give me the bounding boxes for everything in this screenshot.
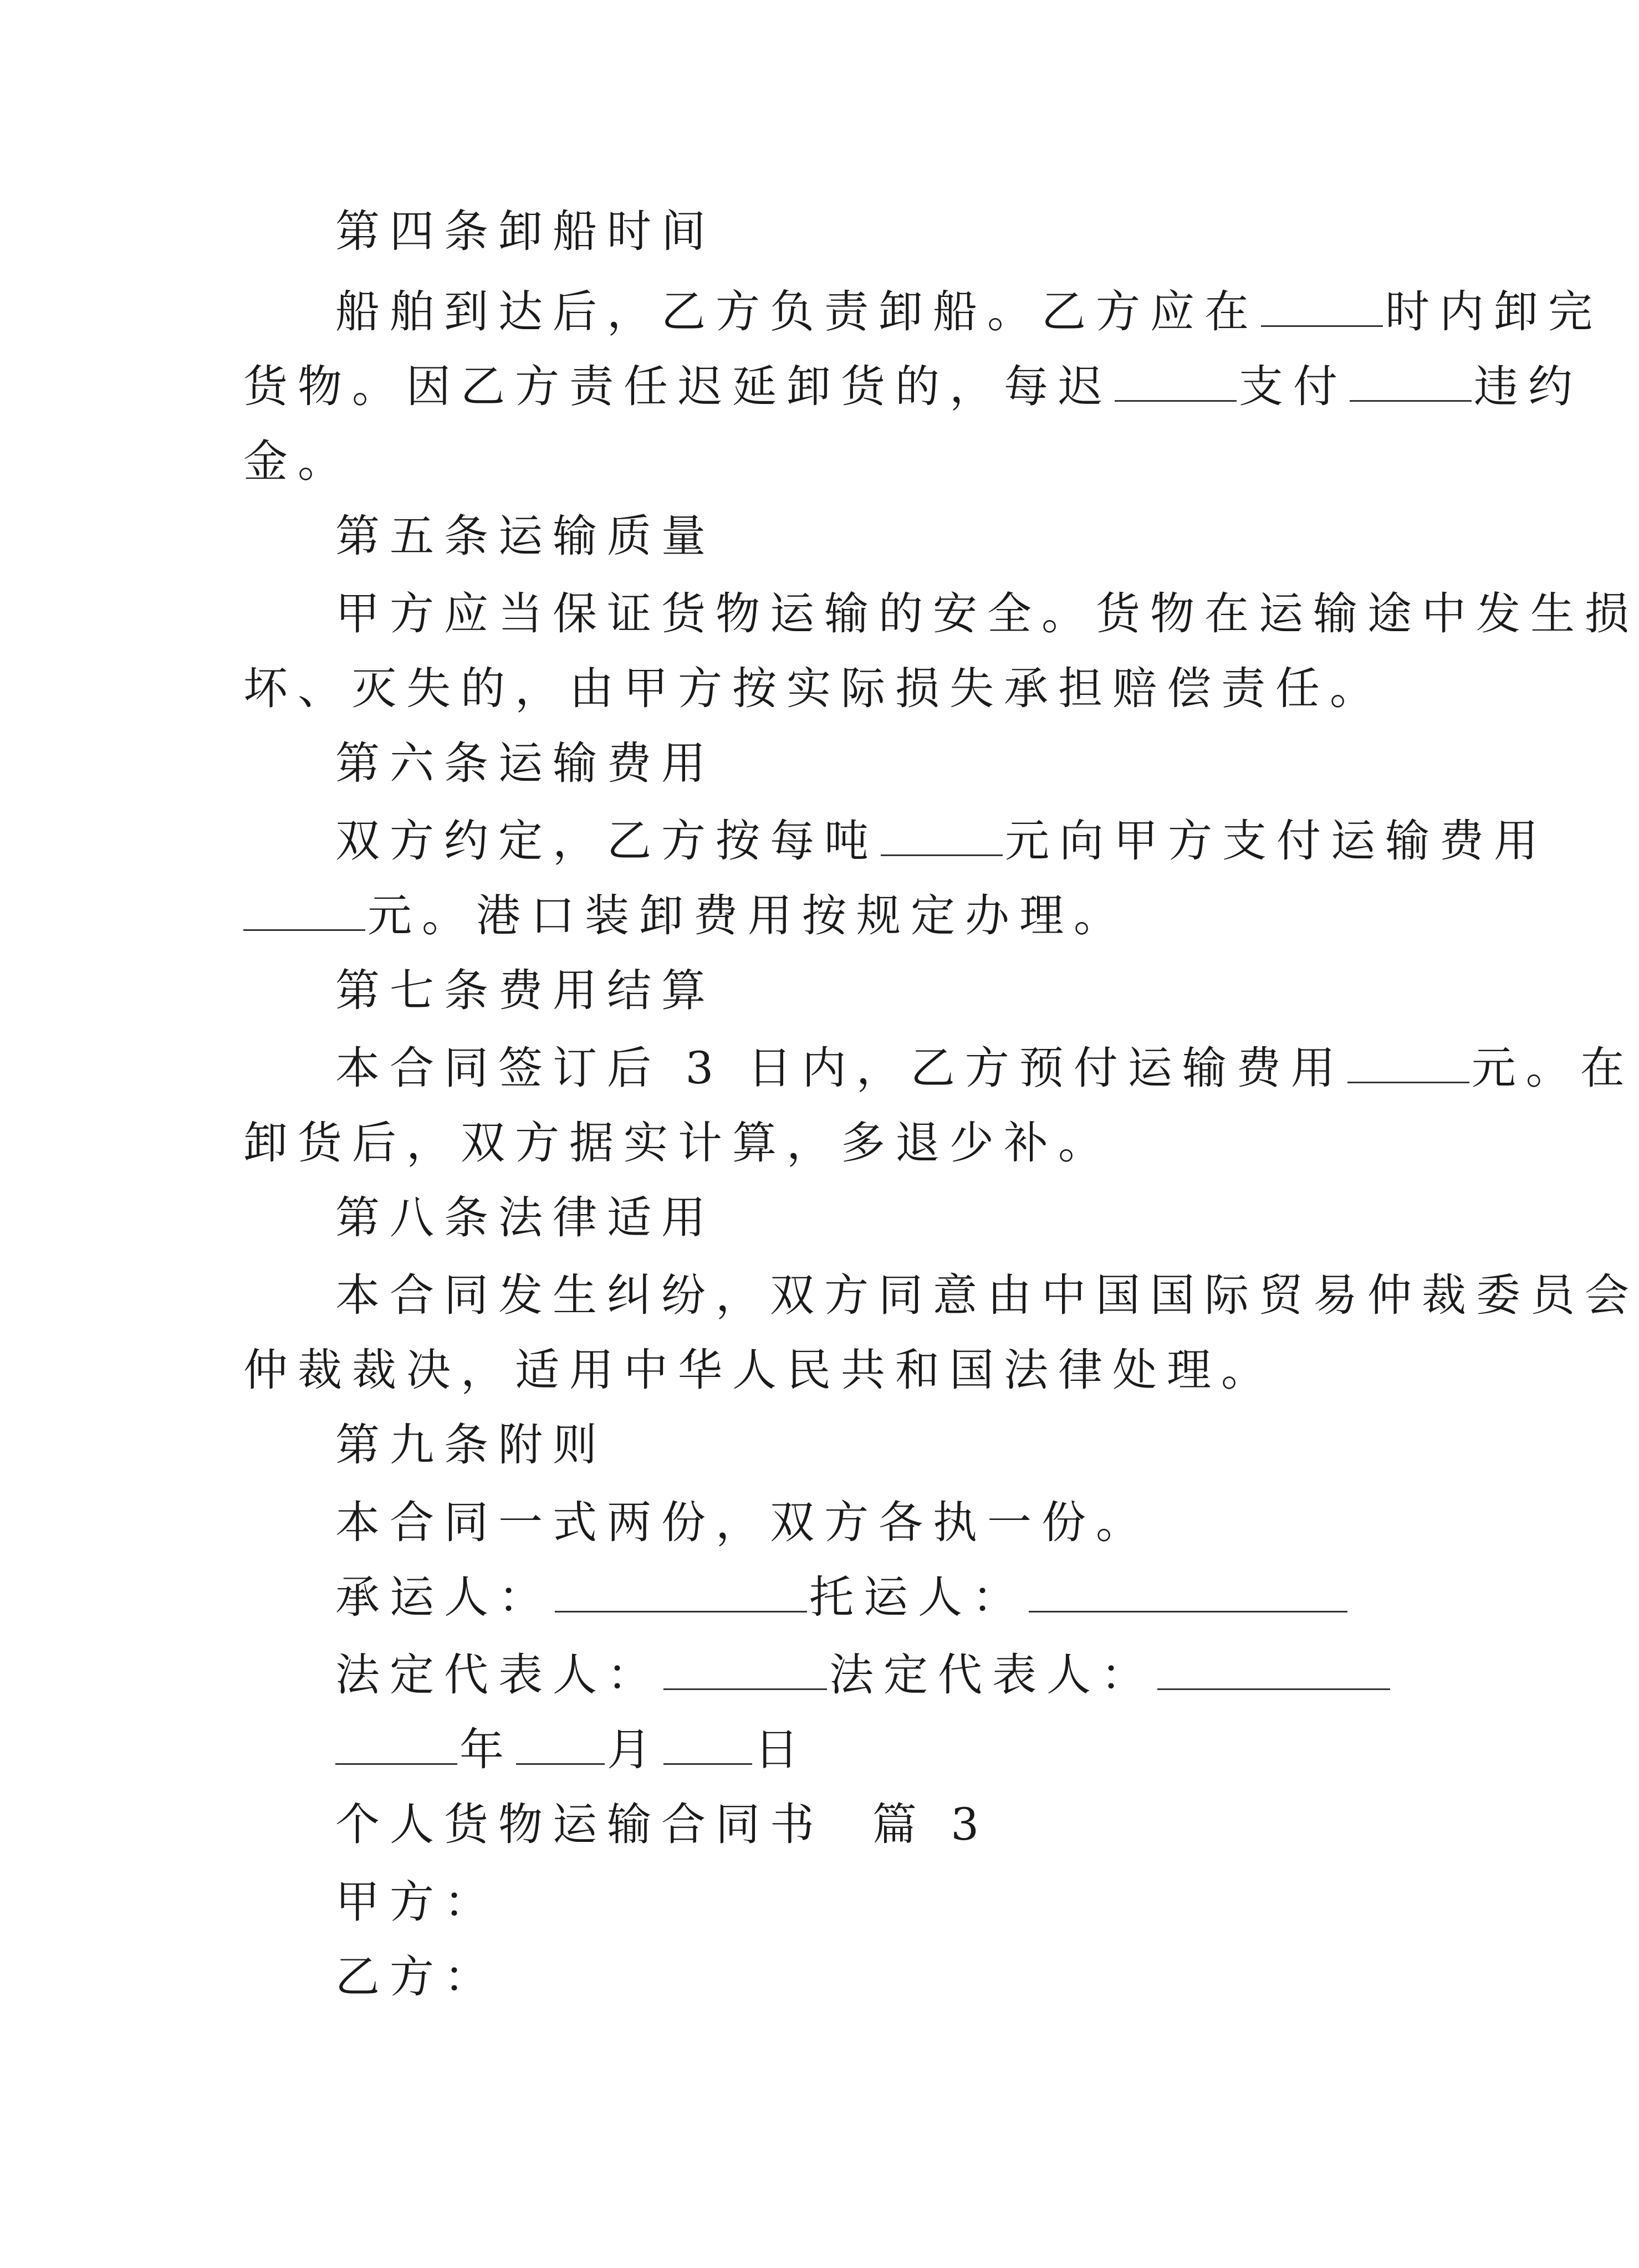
party-a-label: 甲方： [335,1876,498,1928]
article-4-line-2 [243,360,1582,413]
article-4-line-3: 金。 [243,436,352,487]
article-7-title: 第七条费用结算 [335,965,716,1016]
article-7-text-1b: 元。在 [1471,1042,1635,1094]
article-7-line-1 [335,1042,1635,1095]
article-9-line-1: 本合同一式两份，双方各执一份。 [335,1497,1150,1548]
article-8-line-2: 仲裁裁决，适用中华人民共和国法律处理。 [243,1344,1275,1396]
article-8-title: 第八条法律适用 [335,1192,716,1243]
unload-hours-blank[interactable] [1261,286,1383,327]
article-5-title: 第五条运输质量 [335,510,716,562]
article-6-text-1a: 双方约定，乙方按每吨 [335,815,879,867]
shipper-blank[interactable] [1029,1572,1347,1612]
rep-shipper-blank[interactable] [1157,1650,1390,1690]
article-4-text-2c: 违约 [1474,361,1582,412]
article-5-line-2: 坏、灭失的，由甲方按实际损失承担赔偿责任。 [243,663,1384,714]
article-6-line-2 [243,889,1374,943]
price-per-ton-blank[interactable] [881,816,1003,856]
shipper-label: 托运人： [809,1571,1027,1623]
article-4-line-1 [335,285,1602,339]
carrier-shipper-line [335,1571,1374,1624]
penalty-amount-blank[interactable] [1350,361,1472,402]
article-8-line-1: 本合同发生纠纷，双方同意由中国国际贸易仲裁委员会 [335,1269,1639,1321]
article-5-line-1: 甲方应当保证货物运输的安全。货物在运输途中发生损 [335,588,1639,639]
month-label: 月 [607,1724,661,1775]
year-blank[interactable] [335,1724,457,1765]
article-4-text-1a: 船舶到达后，乙方负责卸船。乙方应在 [335,286,1259,337]
total-freight-blank[interactable] [243,890,365,931]
article-6-text-1b: 元向甲方支付运输费用 [1005,815,1548,867]
day-label: 日 [754,1724,809,1775]
date-line [335,1723,1374,1776]
article-7-line-2: 卸货后，双方据实计算，多退少补。 [243,1117,1112,1169]
representative-line [335,1648,1374,1702]
article-4-text-2a: 货物。因乙方责任迟延卸货的，每迟 [243,361,1112,412]
article-9-title: 第九条附则 [335,1419,607,1471]
party-b-label: 乙方： [335,1951,498,2003]
prepayment-blank[interactable] [1347,1043,1469,1083]
article-7-text-1a: 本合同签订后 3 日内，乙方预付运输费用 [335,1042,1345,1094]
rep-carrier-blank[interactable] [663,1650,827,1690]
article-6-text-2: 元。港口装卸费用按规定办理。 [367,890,1128,941]
delay-unit-blank[interactable] [1115,361,1237,402]
article-4-title: 第四条卸船时间 [335,206,716,257]
year-label: 年 [459,1724,514,1775]
article-6-title: 第六条运输费用 [335,738,716,789]
day-blank[interactable] [663,1724,752,1765]
article-4-text-2b: 支付 [1239,361,1347,412]
article-6-line-1 [335,815,1548,868]
article-4-text-1b: 时内卸完 [1385,286,1602,337]
carrier-label: 承运人： [335,1571,553,1623]
section-heading: 个人货物运输合同书 篇 3 [335,1799,989,1850]
carrier-blank[interactable] [555,1572,807,1612]
rep-label-carrier: 法定代表人： [335,1649,661,1701]
rep-label-shipper: 法定代表人： [829,1649,1155,1701]
month-blank[interactable] [516,1724,605,1765]
